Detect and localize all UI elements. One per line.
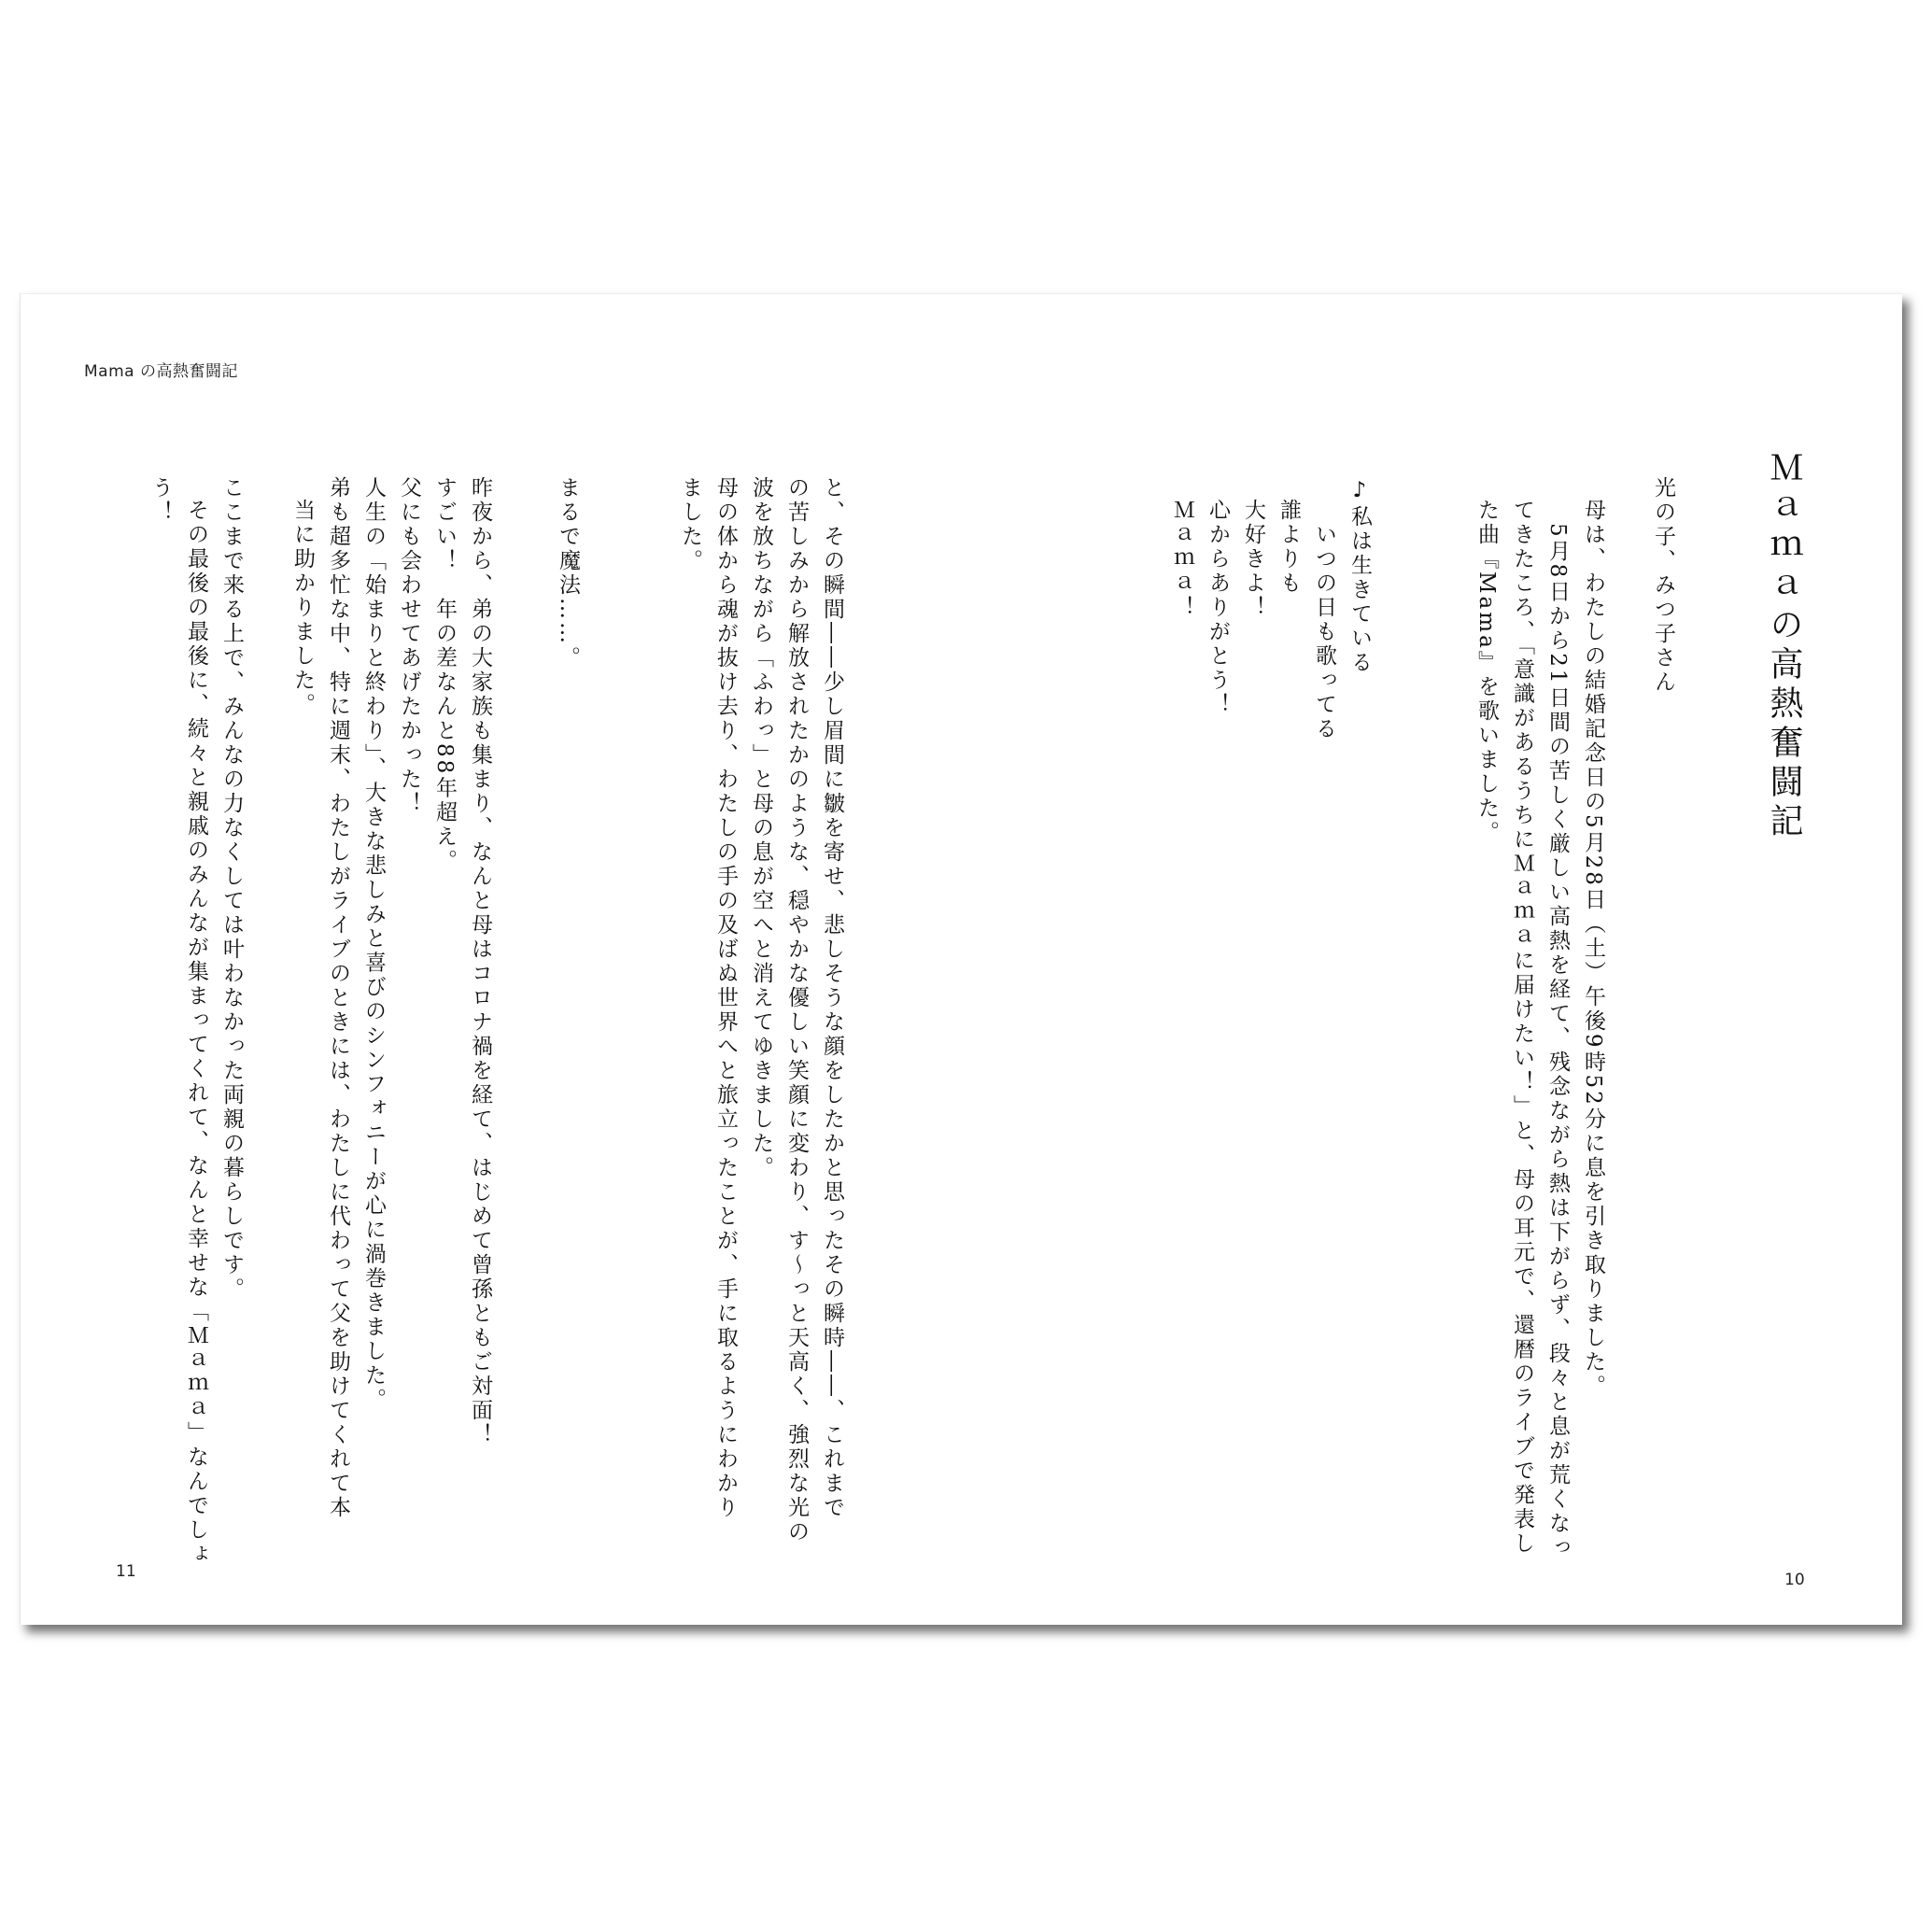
text-line: と、その瞬間――少し眉間に皺を寄せ、悲しそうな顔をしたかと思ったその瞬時――、これまで [820, 476, 844, 1520]
lyric-line: いつの日も歌ってる [1312, 523, 1336, 741]
book-spread [20, 293, 1902, 1625]
lyric-line: ♪私は生きている [1347, 478, 1372, 675]
chapter-title: Ｍａｍａの高熱奮闘記 [1765, 450, 1803, 842]
text-line: う！ [148, 476, 173, 525]
text-line: 母は、わたしの結婚記念日の5月28日（土）午後9時52分に息を引き取りました。 [1581, 499, 1605, 1399]
text-line: てきたころ、「意識があるうちにＭａｍａに届けたい！」と、母の耳元で、還暦のライブで発表し [1510, 499, 1534, 1557]
text-line: その最後の最後に、続々と親戚のみんなが集まってくれて、なんと幸せな「Ｍａｍａ」なんでしょ [184, 499, 208, 1567]
text-line: 波を放ちながら「ふわっ」と母の息が空へと消えてゆきました。 [749, 476, 773, 1180]
text-line: ました。 [678, 476, 702, 573]
text-line: 父にも会わせてあげたかった！ [397, 476, 421, 816]
page-number-right: 10 [1784, 1571, 1805, 1589]
lyric-line: 心からありがとう！ [1206, 499, 1230, 717]
text-line: 人生の「始まりと終わり」、大きな悲しみと喜びのシンフォニーが心に渦巻きました。 [361, 476, 386, 1413]
text-line: の苦しみから解放されたかのような、穏やかな優しい笑顔に変わり、す〜っと天高く、強烈な光の [784, 476, 809, 1544]
text-line: まるで魔法……。 [556, 476, 580, 670]
text-line: 母の体から魂が抜け去り、わたしの手の及ばぬ世界へと旅立ったことが、手に取るようにわかり [713, 476, 738, 1520]
text-line: 弟も超多忙な中、特に週末、わたしがライブのときには、わたしに代わって父を助けてくれて本 [326, 476, 350, 1520]
lyric-line: 大好きよ！ [1241, 499, 1265, 620]
lyric-line: 誰よりも [1276, 499, 1301, 596]
text-line: 昨夜から、弟の大家族も集まり、なんと母はコロナ禍を経て、はじめて曾孫ともご対面！ [468, 476, 492, 1447]
lyric-line: Ｍａｍａ！ [1170, 499, 1194, 620]
text-line: 5月8日から21日間の苦しく厳しい高熱を経て、残念ながら熱は下がらず、段々と息が荒くなっ [1545, 523, 1570, 1560]
text-line: すごい！ 年の差なんと88年超え。 [432, 476, 457, 874]
running-head: Mama の高熱奮闘記 [84, 362, 238, 381]
page-number-left: 11 [116, 1562, 136, 1581]
text-line: ここまで来る上で、みんなの力なくしては叶わなかった両親の暮らしです。 [219, 476, 244, 1302]
text-line: た曲『Mama』を歌いました。 [1474, 499, 1499, 845]
text-line: 当に助かりました。 [290, 499, 315, 717]
byline: 光の子、みつ子さん [1651, 476, 1675, 695]
